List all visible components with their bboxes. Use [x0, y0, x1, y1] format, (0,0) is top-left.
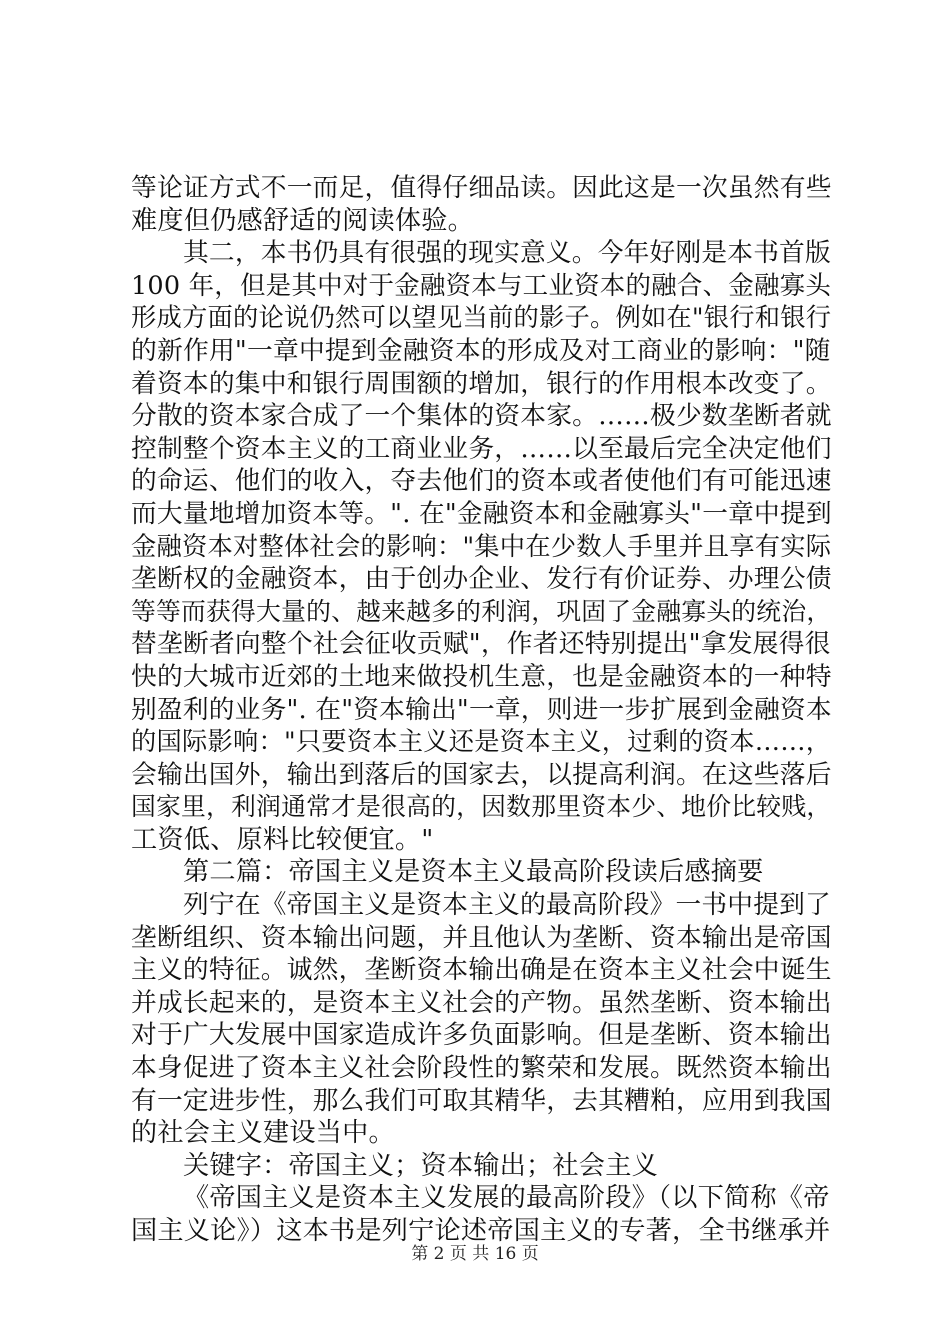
text-line: 会输出国外，输出到落后的国家去，以提高利润。在这些落后: [131, 759, 832, 790]
text-line: 国家里，利润通常才是很高的，因数那里资本少、地价比较贱，: [131, 792, 832, 822]
text-line: 对于广大发展中国家造成许多负面影响。但是垄断、资本输出: [131, 1020, 832, 1051]
text-line: 垄断权的金融资本，由于创办企业、发行有价证券、办理公债: [131, 564, 832, 595]
text-line: 的社会主义建设当中。: [131, 1118, 395, 1149]
text-line: 形成方面的论说仍然可以望见当前的影子。例如在"银行和银行: [131, 303, 832, 333]
text-line: 的国际影响："只要资本主义还是资本主义，过剩的资本……，: [131, 727, 832, 757]
text-line: 控制整个资本主义的工商业业务，……以至最后完全决定他们: [131, 433, 832, 464]
text-line: 等等而获得大量的、越来越多的利润，巩固了金融寡头的统治，: [131, 596, 832, 626]
paragraph-first-line: 关键字：帝国主义；资本输出；社会主义: [183, 1150, 658, 1181]
text-line: 着资本的集中和银行周围额的增加，银行的作用根本改变了。: [131, 368, 832, 399]
text-line: 工资低、原料比较便宜。": [131, 824, 434, 855]
text-line: 的命运、他们的收入，夺去他们的资本或者使他们有可能迅速: [131, 466, 832, 497]
document-body: [131, 172, 831, 1248]
text-line: 替垄断者向整个社会征收贡赋"，作者还特别提出"拿发展得很: [131, 629, 831, 660]
page-footer: 第 2 页 共 16 页: [411, 1244, 539, 1264]
paragraph-first-line: 《帝国主义是资本主义发展的最高阶段》（以下简称《帝: [183, 1183, 830, 1214]
text-line: 100 年，但是其中对于金融资本与工业资本的融合、金融寡头: [131, 270, 832, 301]
text-line: 垄断组织、资本输出问题，并且他认为垄断、资本输出是帝国: [131, 922, 832, 953]
text-line: 等论证方式不一而足，值得仔细品读。因此这是一次虽然有些: [131, 173, 832, 203]
text-line: 的新作用"一章中提到金融资本的形成及对工商业的影响："随: [131, 335, 831, 366]
text-line: 难度但仍感舒适的阅读体验。: [131, 205, 475, 236]
paragraph-first-line: 列宁在《帝国主义是资本主义的最高阶段》一书中提到了: [183, 890, 831, 921]
text-line: 别盈利的业务". 在"资本输出"一章，则进一步扩展到金融资本: [131, 694, 832, 725]
paragraph-first-line: 其二，本书仍具有很强的现实意义。今年好刚是本书首版: [183, 238, 831, 269]
text-line: 本身促进了资本主义社会阶段性的繁荣和发展。既然资本输出: [131, 1053, 832, 1084]
text-line: 快的大城市近郊的土地来做投机生意，也是金融资本的一种特: [131, 661, 832, 692]
text-line: 并成长起来的，是资本主义社会的产物。虽然垄断、资本输出: [131, 987, 832, 1018]
text-line: 分散的资本家合成了一个集体的资本家。……极少数垄断者就: [131, 401, 832, 432]
text-line: 主义的特征。诚然，垄断资本输出确是在资本主义社会中诞生: [131, 955, 832, 986]
paragraph-first-line: 第二篇：帝国主义是资本主义最高阶段读后感摘要: [183, 857, 764, 888]
text-line: 国主义论》）这本书是列宁论述帝国主义的专著，全书继承并: [131, 1216, 831, 1246]
text-line: 而大量地增加资本等。". 在"金融资本和金融寡头"一章中提到: [131, 498, 832, 529]
text-line: 金融资本对整体社会的影响："集中在少数人手里并且享有实际: [131, 531, 832, 561]
text-line: 有一定进步性，那么我们可取其精华，去其糟粕，应用到我国: [131, 1085, 832, 1116]
